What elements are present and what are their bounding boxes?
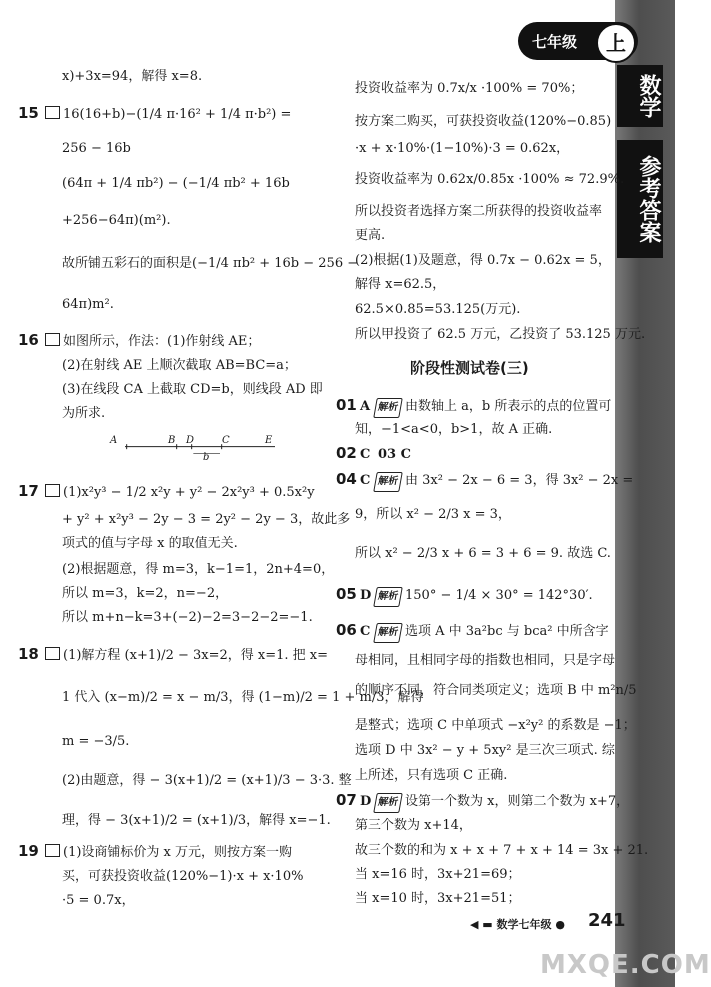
arrow-left-icon: ◀ ▬ xyxy=(470,918,497,931)
section-heading: 阶段性测试卷(三) xyxy=(410,359,529,377)
answer-box-icon xyxy=(45,484,60,497)
answer-box-icon xyxy=(45,106,60,119)
analysis-tag: 解析 xyxy=(373,398,403,418)
text-line: 由数轴上 a，b 所表示的点的位置可 xyxy=(405,399,612,414)
volume-badge: 上 xyxy=(596,23,636,63)
page-number: 241 xyxy=(588,910,626,931)
text-line: 选项 A 中 3a²bc 与 bca² 中所含字 xyxy=(405,624,609,639)
text-line: 9，所以 x² − 2/3 x = 3， xyxy=(355,507,511,522)
text-line: 项式的值与字母 x 的取值无关. xyxy=(62,536,238,551)
text-line: + y² + x²y³ − 2y − 3 = 2y² − 2y − 3，故此多 xyxy=(62,512,351,527)
answer-letter: C xyxy=(360,447,371,462)
text-line: (2)在射线 AE 上顺次截取 AB=BC=a； xyxy=(62,358,297,373)
text-line: 03 C xyxy=(378,447,411,462)
segment-label-b: b xyxy=(203,452,210,463)
answer-letter: D xyxy=(360,588,372,603)
text-line: 更高. xyxy=(355,228,386,243)
text-line: 64π)m². xyxy=(62,297,114,312)
text-line: 上所述，只有选项 C 正确. xyxy=(355,768,508,783)
text-line: 所以 x² − 2/3 x + 6 = 3 + 6 = 9. 故选 C. xyxy=(355,546,611,561)
text-line: 第三个数为 x+14， xyxy=(355,818,472,833)
question-number: 07 xyxy=(336,791,357,809)
question-number: 06 xyxy=(336,621,357,639)
text-line: 投资收益率为 0.7x/x ·100% = 70%； xyxy=(355,81,584,96)
question-number: 02 xyxy=(336,444,357,462)
question-number: 04 xyxy=(336,470,357,488)
text-line: 理，得 − 3(x+1)/2 = (x+1)/3，解得 x=−1. xyxy=(62,813,331,828)
answer-letter: A xyxy=(360,399,371,414)
text-line: +256−64π)(m²). xyxy=(62,213,171,228)
answer-box-icon xyxy=(45,333,60,346)
text-line: 16(16+b)−(1/4 π·16² + 1/4 π·b²) = xyxy=(63,107,292,122)
text-line: 当 x=16 时，3x+21=69； xyxy=(355,867,521,882)
text-line: 解得 x=62.5， xyxy=(355,277,446,292)
text-line: 当 x=10 时，3x+21=51； xyxy=(355,891,521,906)
question-number: 17 xyxy=(18,482,39,500)
answer-box-icon xyxy=(45,647,60,660)
number-line-diagram xyxy=(110,440,290,460)
text-line: 所以 m=3，k=2，n=−2， xyxy=(62,586,229,601)
answer-title: 参考答案 xyxy=(617,140,663,258)
text-line: 知，−1<a<0，b>1，故 A 正确. xyxy=(355,422,553,437)
text-line: (2)根据(1)及题意，得 0.7x − 0.62x = 5， xyxy=(355,253,611,268)
text-line: 62.5×0.85=53.125(万元). xyxy=(355,302,521,317)
question-number: 01 xyxy=(336,396,357,414)
subject-title: 数学 xyxy=(617,65,663,127)
analysis-tag: 解析 xyxy=(373,793,403,813)
text-line: 母相同，且相同字母的指数也相同，只是字母 xyxy=(355,653,616,668)
point-label-e: E xyxy=(265,435,273,446)
text-line: 的顺序不同，符合同类项定义；选项 B 中 m²n/5 xyxy=(355,683,637,698)
text-line: (3)在线段 CA 上截取 CD=b，则线段 AD 即 xyxy=(62,382,323,397)
text-line: 由 3x² − 2x − 6 = 3，得 3x² − 2x = xyxy=(405,473,634,488)
analysis-tag: 解析 xyxy=(373,472,403,492)
answer-letter: C xyxy=(360,624,371,639)
text-line: 故所铺五彩石的面积是(−1/4 πb² + 16b − 256 − xyxy=(62,256,359,271)
text-line: ·x + x·10%·(1−10%)·3 = 0.62x， xyxy=(355,141,570,156)
grade-label: 七年级 xyxy=(532,33,578,51)
answer-letter: C xyxy=(360,473,371,488)
point-label-c: C xyxy=(222,435,230,446)
text-line: (1)x²y³ − 1/2 x²y + y² − 2x²y³ + 0.5x²y xyxy=(63,485,315,500)
watermark: MXQE.COM xyxy=(540,950,711,980)
text-line: 所以甲投资了 62.5 万元，乙投资了 53.125 万元. xyxy=(355,327,646,342)
text-line: 1 代入 (x−m)/2 = x − m/3，得 (1−m)/2 = 1 + m/3，解得 xyxy=(62,690,424,705)
analysis-tag: 解析 xyxy=(373,623,403,643)
text-line: (1)设商铺标价为 x 万元，则按方案一购 xyxy=(63,845,293,860)
answer-letter: D xyxy=(360,794,372,809)
point-label-a: A xyxy=(110,435,118,446)
text-line: 选项 D 中 3x² − y + 5xy² 是三次三项式. 综 xyxy=(355,743,615,758)
text-line: 所以 m+n−k=3+(−2)−2=3−2−2=−1. xyxy=(62,610,313,625)
text-line: 设第一个数为 x，则第二个数为 x+7， xyxy=(405,794,630,809)
text-line: 所以投资者选择方案二所获得的投资收益率 xyxy=(355,204,603,219)
analysis-tag: 解析 xyxy=(373,587,403,607)
text-line: (1)解方程 (x+1)/2 − 3x=2，得 x=1. 把 x= xyxy=(63,648,329,663)
text-line: 按方案二购买，可获投资收益(120%−0.85) xyxy=(355,114,612,129)
text-line: m = −3/5. xyxy=(62,734,130,749)
question-number: 16 xyxy=(18,331,39,349)
text-line: 256 − 16b xyxy=(62,141,131,156)
question-number: 19 xyxy=(18,842,39,860)
answer-box-icon xyxy=(45,844,60,857)
text-line: 为所求. xyxy=(62,406,106,421)
text-line: 投资收益率为 0.62x/0.85x ·100% ≈ 72.9%. xyxy=(355,172,625,187)
footer-label: ◀ ▬ 数学七年级 ● xyxy=(470,918,565,931)
point-label-b: B xyxy=(168,435,176,446)
question-number: 05 xyxy=(336,585,357,603)
text-line: 故三个数的和为 x + x + 7 + x + 14 = 3x + 21. xyxy=(355,843,649,858)
text-line: ·5 = 0.7x， xyxy=(62,893,135,908)
question-number: 18 xyxy=(18,645,39,663)
point-label-d: D xyxy=(186,435,195,446)
text-line: 如图所示，作法：(1)作射线 AE； xyxy=(63,334,261,349)
text-line: 是整式；选项 C 中单项式 −x²y² 的系数是 −1； xyxy=(355,718,636,733)
text-line: 买，可获投资收益(120%−1)·x + x·10% xyxy=(62,869,304,884)
text-line: (64π + 1/4 πb²) − (−1/4 πb² + 16b xyxy=(62,176,290,191)
question-number: 15 xyxy=(18,104,39,122)
text-line: (2)由题意，得 − 3(x+1)/2 = (x+1)/3 − 3·3. 整 xyxy=(62,773,352,788)
text-line: x)+3x=94，解得 x=8. xyxy=(62,69,203,84)
text-line: (2)根据题意，得 m=3，k−1=1，2n+4=0， xyxy=(62,562,335,577)
text-line: 150° − 1/4 × 30° = 142°30′. xyxy=(405,588,593,603)
